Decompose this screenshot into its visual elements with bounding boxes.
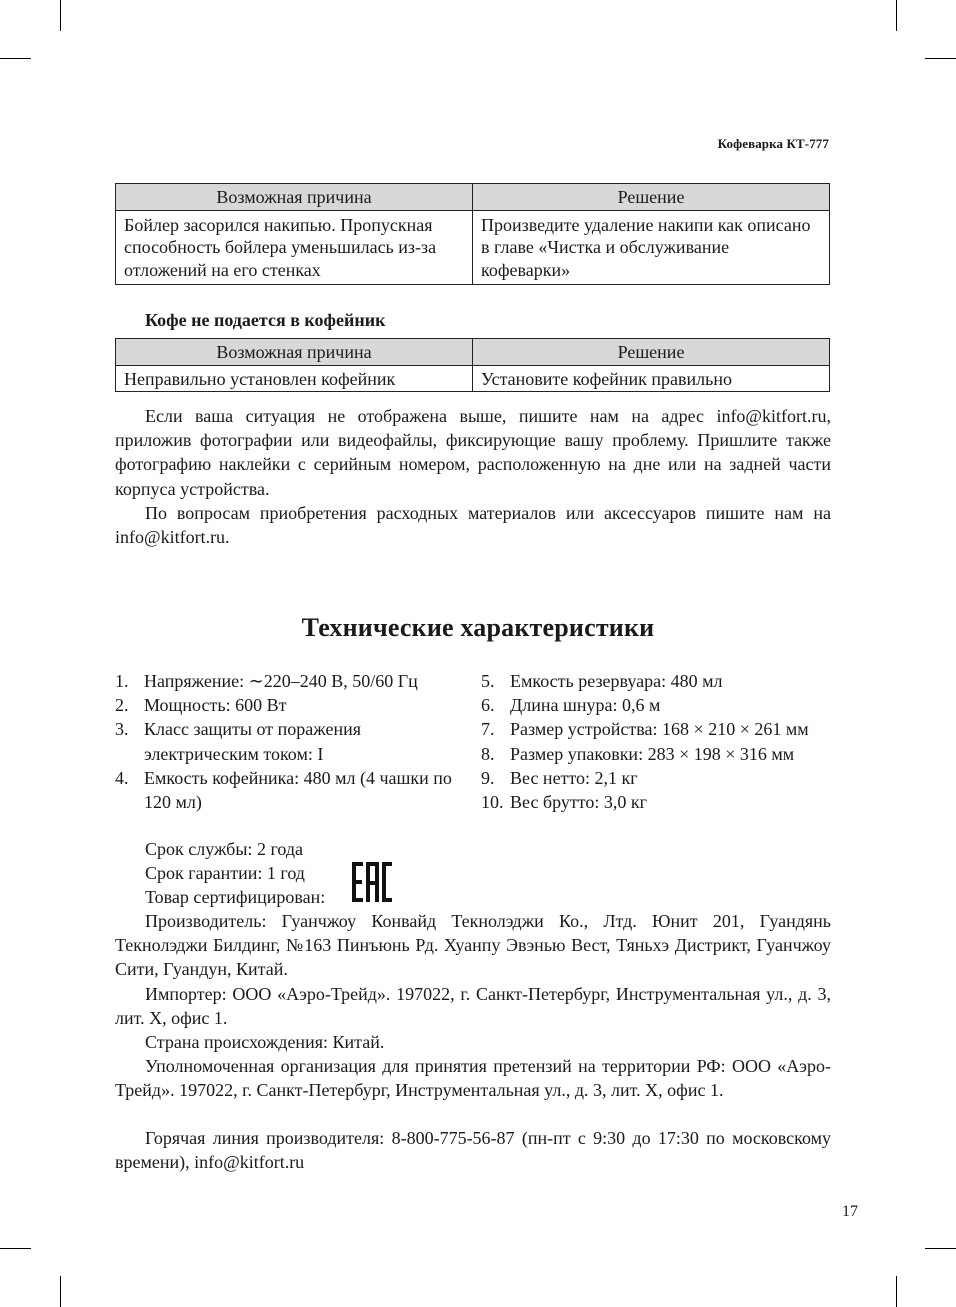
- table-cell-solution: Произведите удаление накипи как описано в главе «Чистка и обслуживание кофеварки»: [473, 210, 830, 285]
- manufacturer-text: Производитель: Гуанчжоу Конвайд Текнолэджи Ко., Лтд. Юнит 201, Гуандянь Текнолэджи Билдинг, №163 Пинъюнь Рд. Хуанпу Эвэнью Вест, Тяньхэ Дистрикт, Гуанчжоу Сити, Гуандун, Китай.: [115, 911, 831, 980]
- table-row: [116, 210, 830, 285]
- crop-mark: [60, 1276, 61, 1307]
- importer-text: Импортер: ООО «Аэро-Трейд». 197022, г. Санкт-Петербург, Инструментальная ул., д. 3, лит. Х, офис 1.: [115, 984, 831, 1029]
- list-item: 7. Размер устройства: 168 × 210 × 261 мм: [481, 719, 809, 740]
- table-cell-cause: Неправильно установлен кофейник: [116, 365, 473, 392]
- crop-mark: [0, 1248, 31, 1249]
- list-item: 4. Емкость кофейника: 480 мл (4 чашки по 120 мл): [115, 767, 452, 813]
- certification-label: Товар сертифицирован:: [145, 887, 326, 907]
- list-item: 10. Вес брутто: 3,0 кг: [481, 792, 647, 813]
- troubleshooting-table-1: [115, 183, 830, 285]
- column-header-solution: Решение: [473, 339, 830, 366]
- importer-paragraph: [115, 982, 831, 1030]
- crop-mark: [925, 58, 956, 59]
- list-item: 1. Напряжение: ∼220–240 В, 50/60 Гц: [115, 671, 418, 691]
- list-item: 9. Вес нетто: 2,1 кг: [481, 767, 638, 788]
- section-subheading: Кофе не подается в кофейник: [145, 310, 386, 330]
- country-text: Страна происхождения: Китай.: [145, 1032, 385, 1052]
- crop-mark: [60, 0, 61, 31]
- page-number: 17: [842, 1203, 858, 1220]
- specs-list-right: [481, 669, 841, 814]
- contact-paragraph: [115, 404, 831, 501]
- service-life: Срок службы: 2 года: [145, 839, 304, 859]
- country-paragraph: [115, 1030, 831, 1054]
- running-header: Кофеварка КТ-777: [717, 136, 829, 151]
- troubleshooting-table-2: [115, 338, 830, 392]
- list-item: 2. Мощность: 600 Вт: [115, 695, 287, 716]
- warranty: Срок гарантии: 1 год: [145, 863, 305, 883]
- contact-text: Если ваша ситуация не отображена выше, пишите нам на адрес info@kitfort.ru, приложив фотографии или видеофайлы, фиксирующие вашу проблему. Пришлите также фотографию наклейки с серийным номером, расположенную на дне или на задней части корпуса устройства.: [115, 406, 831, 499]
- authorized-org-text: Уполномоченная организация для принятия претензий на территории РФ: ООО «Аэро-Трейд». 197022, г. Санкт-Петербург, Инструментальная ул., д. 3, лит. Х, офис 1.: [115, 1056, 831, 1101]
- hotline-text: Горячая линия производителя: 8-800-775-56-87 (пн-пт с 9:30 до 17:30 по московскому времени), info@kitfort.ru: [115, 1128, 831, 1173]
- list-item: 6. Длина шнура: 0,6 м: [481, 695, 661, 716]
- eac-mark-icon: [351, 861, 393, 903]
- table-cell-cause: Бойлер засорился накипью. Пропускная способность бойлера уменьшилась из-за отложений на его стенках: [116, 210, 473, 285]
- column-header-cause: Возможная причина: [116, 339, 473, 366]
- accessories-paragraph: [115, 501, 831, 549]
- list-item: 3. Класс защиты от поражения электрическим током: I: [115, 719, 361, 764]
- column-header-solution: Решение: [473, 184, 830, 211]
- crop-mark: [0, 58, 31, 59]
- specs-list-left: [115, 669, 467, 814]
- list-item: 8. Размер упаковки: 283 × 198 × 316 мм: [481, 743, 795, 764]
- crop-mark: [896, 1276, 897, 1307]
- crop-mark: [896, 0, 897, 31]
- table-cell-solution: Установите кофейник правильно: [473, 365, 830, 392]
- manufacturer-paragraph: [115, 909, 831, 982]
- crop-mark: [925, 1248, 956, 1249]
- accessories-text: По вопросам приобретения расходных материалов или аксессуаров пишите нам на info@kitfort.ru.: [115, 503, 831, 548]
- authorized-org-paragraph: [115, 1054, 831, 1102]
- hotline-paragraph: [115, 1126, 831, 1174]
- tech-specs-title: Технические характеристики: [301, 613, 655, 642]
- column-header-cause: Возможная причина: [116, 184, 473, 211]
- list-item: 5. Емкость резервуара: 480 мл: [481, 671, 723, 691]
- table-row: [116, 365, 830, 392]
